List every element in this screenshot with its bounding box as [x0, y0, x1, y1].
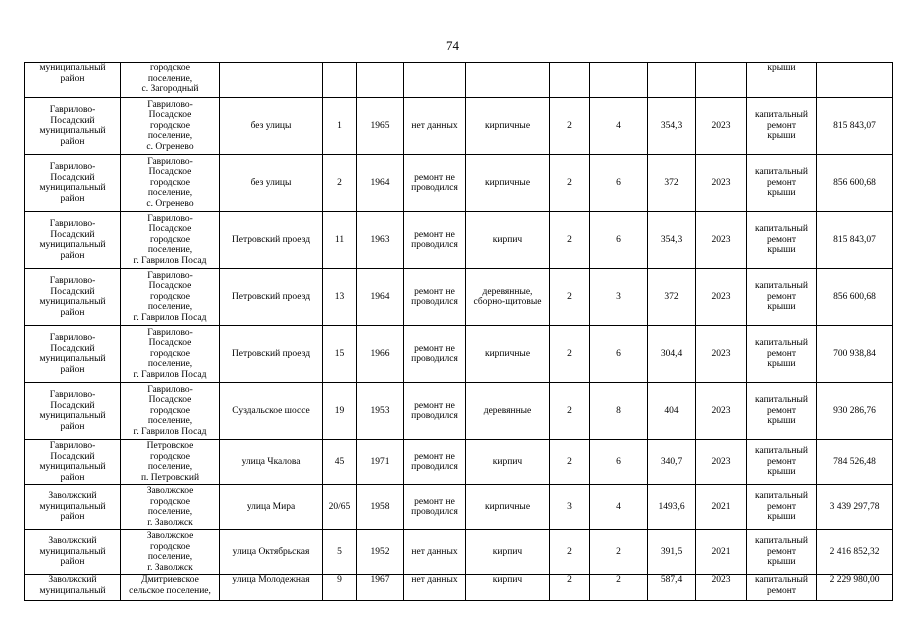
table-row	[25, 326, 893, 383]
table-row	[25, 98, 893, 155]
cell-house: 15	[323, 326, 357, 383]
cell-year: 1965	[357, 98, 404, 155]
cell-planned-year: 2023	[696, 440, 747, 485]
cell-planned-year: 2021	[696, 485, 747, 530]
table-row	[25, 485, 893, 530]
cell-planned-year: 2023	[696, 326, 747, 383]
cell-entrances: 8	[590, 383, 648, 440]
cell-area: 587,4	[648, 575, 696, 601]
cell-wall-material: кирпич	[466, 212, 550, 269]
cell-municipality: Заволжский муниципальный район	[25, 530, 121, 575]
cell-settlement: Гаврилово- Посадское городское поселение, г. Гаврилов Посад	[121, 269, 220, 326]
cell-wall-material: кирпичные	[466, 155, 550, 212]
cell-planned-year: 2023	[696, 98, 747, 155]
cell-floors: 2	[550, 530, 590, 575]
cell-planned-year	[696, 63, 747, 98]
cell-floors: 2	[550, 383, 590, 440]
cell-entrances: 6	[590, 440, 648, 485]
cell-wall-material: кирпич	[466, 440, 550, 485]
cell-settlement: Петровское городское поселение, п. Петровский	[121, 440, 220, 485]
cell-year: 1953	[357, 383, 404, 440]
cell-last-repair: ремонт не проводился	[404, 212, 466, 269]
cell-floors: 2	[550, 269, 590, 326]
cell-year: 1964	[357, 269, 404, 326]
cell-street: без улицы	[220, 155, 323, 212]
cell-settlement: городское поселение, с. Загородный	[121, 63, 220, 98]
cell-floors: 2	[550, 326, 590, 383]
cell-work-type: капитальный ремонт крыши	[747, 440, 817, 485]
cell-work-type: капитальный ремонт крыши	[747, 269, 817, 326]
cell-area: 354,3	[648, 212, 696, 269]
cell-entrances: 2	[590, 575, 648, 601]
cell-cost: 700 938,84	[817, 326, 893, 383]
cell-cost: 856 600,68	[817, 155, 893, 212]
table-row	[25, 530, 893, 575]
cell-street: Петровский проезд	[220, 212, 323, 269]
cell-street	[220, 63, 323, 98]
cell-street: улица Чкалова	[220, 440, 323, 485]
cell-wall-material: кирпич	[466, 530, 550, 575]
cell-municipality: Заволжский муниципальный район	[25, 485, 121, 530]
cell-work-type: капитальный ремонт крыши	[747, 326, 817, 383]
cell-last-repair: ремонт не проводился	[404, 485, 466, 530]
cell-planned-year: 2023	[696, 383, 747, 440]
table-row	[25, 155, 893, 212]
cell-planned-year: 2023	[696, 575, 747, 601]
cell-year: 1971	[357, 440, 404, 485]
cell-wall-material: деревянные, сборно-щитовые	[466, 269, 550, 326]
cell-area	[648, 63, 696, 98]
cell-street: Суздальское шоссе	[220, 383, 323, 440]
cell-planned-year: 2023	[696, 212, 747, 269]
cell-year	[357, 63, 404, 98]
table-row	[25, 383, 893, 440]
cell-floors: 2	[550, 155, 590, 212]
cell-settlement: Гаврилово- Посадское городское поселение, г. Гаврилов Посад	[121, 326, 220, 383]
cell-floors: 2	[550, 98, 590, 155]
cell-municipality: Гаврилово- Посадский муниципальный район	[25, 326, 121, 383]
cell-cost: 930 286,76	[817, 383, 893, 440]
table-row	[25, 440, 893, 485]
cell-floors: 2	[550, 575, 590, 601]
cell-area: 372	[648, 155, 696, 212]
table-row	[25, 269, 893, 326]
cell-floors: 2	[550, 212, 590, 269]
cell-municipality: муниципальный район	[25, 63, 121, 98]
cell-entrances: 6	[590, 212, 648, 269]
cell-last-repair: ремонт не проводился	[404, 155, 466, 212]
cell-floors: 2	[550, 440, 590, 485]
cell-area: 404	[648, 383, 696, 440]
cell-last-repair: ремонт не проводился	[404, 326, 466, 383]
cell-work-type: капитальный ремонт крыши	[747, 383, 817, 440]
cell-wall-material: кирпичные	[466, 485, 550, 530]
cell-planned-year: 2023	[696, 269, 747, 326]
cell-cost: 856 600,68	[817, 269, 893, 326]
cell-area: 354,3	[648, 98, 696, 155]
cell-last-repair: нет данных	[404, 98, 466, 155]
cell-last-repair: нет данных	[404, 575, 466, 601]
cell-planned-year: 2021	[696, 530, 747, 575]
cell-entrances: 4	[590, 485, 648, 530]
cell-settlement: Заволжское городское поселение, г. Заволжск	[121, 530, 220, 575]
cell-municipality: Гаврилово- Посадский муниципальный район	[25, 440, 121, 485]
cell-area: 304,4	[648, 326, 696, 383]
cell-wall-material	[466, 63, 550, 98]
cell-municipality: Гаврилово- Посадский муниципальный район	[25, 155, 121, 212]
cell-street: улица Мира	[220, 485, 323, 530]
page-number: 74	[446, 38, 459, 53]
cell-house: 9	[323, 575, 357, 601]
cell-area: 340,7	[648, 440, 696, 485]
cell-cost: 2 229 980,00	[817, 575, 893, 601]
table-row	[25, 575, 893, 601]
cell-floors	[550, 63, 590, 98]
cell-cost	[817, 63, 893, 98]
cell-floors: 3	[550, 485, 590, 530]
cell-municipality: Заволжский муниципальный	[25, 575, 121, 601]
cell-entrances: 6	[590, 155, 648, 212]
cell-wall-material: кирпичные	[466, 98, 550, 155]
cell-settlement: Дмитриевское сельское поселение,	[121, 575, 220, 601]
cell-work-type: крыши	[747, 63, 817, 98]
cell-house: 19	[323, 383, 357, 440]
table-row	[25, 63, 893, 98]
cell-cost: 2 416 852,32	[817, 530, 893, 575]
cell-year: 1963	[357, 212, 404, 269]
cell-entrances	[590, 63, 648, 98]
cell-house: 1	[323, 98, 357, 155]
cell-year: 1958	[357, 485, 404, 530]
cell-street: улица Октябрьская	[220, 530, 323, 575]
cell-work-type: капитальный ремонт крыши	[747, 212, 817, 269]
cell-year: 1966	[357, 326, 404, 383]
cell-work-type: капитальный ремонт крыши	[747, 155, 817, 212]
cell-work-type: капитальный ремонт крыши	[747, 530, 817, 575]
cell-last-repair: нет данных	[404, 530, 466, 575]
cell-settlement: Гаврилово- Посадское городское поселение, г. Гаврилов Посад	[121, 383, 220, 440]
cell-street: улица Молодежная	[220, 575, 323, 601]
cell-municipality: Гаврилово- Посадский муниципальный район	[25, 212, 121, 269]
cell-house: 20/65	[323, 485, 357, 530]
cell-street: Петровский проезд	[220, 326, 323, 383]
housing-repair-table	[24, 62, 893, 601]
cell-house: 13	[323, 269, 357, 326]
cell-entrances: 4	[590, 98, 648, 155]
cell-settlement: Гаврилово- Посадское городское поселение, г. Гаврилов Посад	[121, 212, 220, 269]
cell-area: 1493,6	[648, 485, 696, 530]
cell-work-type: капитальный ремонт крыши	[747, 485, 817, 530]
cell-municipality: Гаврилово- Посадский муниципальный район	[25, 383, 121, 440]
cell-planned-year: 2023	[696, 155, 747, 212]
cell-last-repair	[404, 63, 466, 98]
cell-area: 372	[648, 269, 696, 326]
cell-work-type: капитальный ремонт крыши	[747, 98, 817, 155]
cell-house: 45	[323, 440, 357, 485]
cell-house: 11	[323, 212, 357, 269]
cell-street: Петровский проезд	[220, 269, 323, 326]
cell-wall-material: деревянные	[466, 383, 550, 440]
cell-cost: 784 526,48	[817, 440, 893, 485]
cell-house: 2	[323, 155, 357, 212]
cell-municipality: Гаврилово- Посадский муниципальный район	[25, 269, 121, 326]
cell-cost: 815 843,07	[817, 212, 893, 269]
cell-year: 1952	[357, 530, 404, 575]
cell-last-repair: ремонт не проводился	[404, 269, 466, 326]
cell-settlement: Гаврилово- Посадское городское поселение, с. Огренево	[121, 98, 220, 155]
cell-work-type: капитальный ремонт	[747, 575, 817, 601]
cell-cost: 3 439 297,78	[817, 485, 893, 530]
table-row	[25, 212, 893, 269]
cell-last-repair: ремонт не проводился	[404, 383, 466, 440]
cell-area: 391,5	[648, 530, 696, 575]
cell-cost: 815 843,07	[817, 98, 893, 155]
cell-wall-material: кирпичные	[466, 326, 550, 383]
cell-entrances: 2	[590, 530, 648, 575]
cell-year: 1964	[357, 155, 404, 212]
cell-house: 5	[323, 530, 357, 575]
cell-year: 1967	[357, 575, 404, 601]
cell-street: без улицы	[220, 98, 323, 155]
cell-entrances: 6	[590, 326, 648, 383]
cell-last-repair: ремонт не проводился	[404, 440, 466, 485]
cell-municipality: Гаврилово- Посадский муниципальный район	[25, 98, 121, 155]
cell-settlement: Заволжское городское поселение, г. Заволжск	[121, 485, 220, 530]
cell-entrances: 3	[590, 269, 648, 326]
cell-house	[323, 63, 357, 98]
cell-settlement: Гаврилово- Посадское городское поселение, с. Огренево	[121, 155, 220, 212]
cell-wall-material: кирпич	[466, 575, 550, 601]
